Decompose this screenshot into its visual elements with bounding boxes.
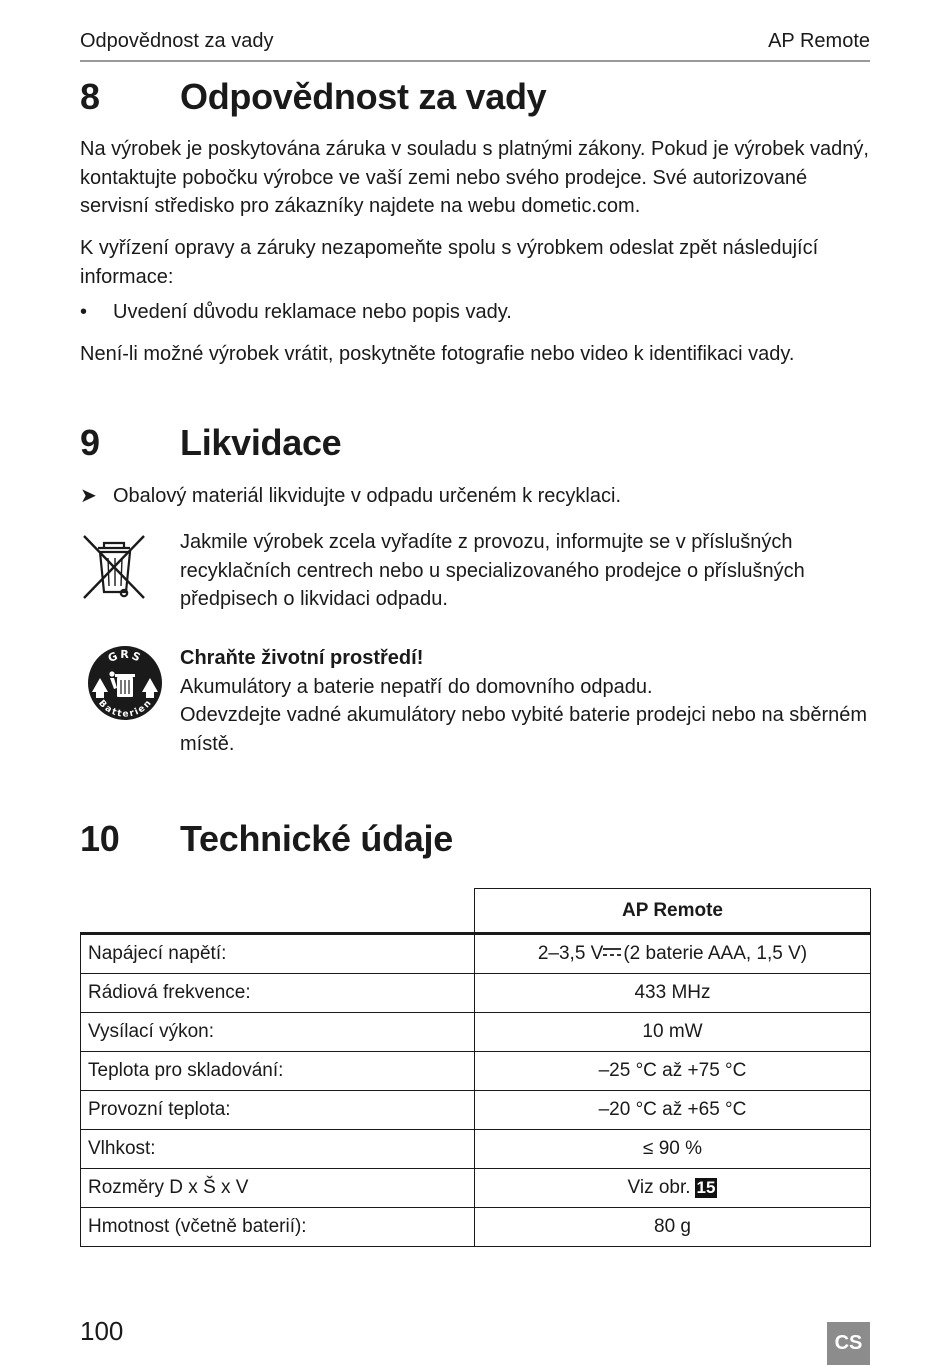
table-row <box>81 1130 871 1169</box>
section-title: Likvidace <box>180 422 342 463</box>
table-cell-value: 433 MHz <box>475 974 871 1013</box>
table-row <box>81 974 871 1013</box>
table-cell-label: Vlhkost: <box>81 1130 475 1169</box>
direct-current-icon <box>603 947 621 957</box>
table-cell-label: Vysílací výkon: <box>81 1013 475 1052</box>
table-row <box>81 1091 871 1130</box>
return-info-paragraph: K vyřízení opravy a záruky nezapomeňte spolu s výrobkem odeslat zpět následující informace: <box>80 237 819 288</box>
table-header-empty <box>81 889 475 934</box>
table-row <box>81 1169 871 1208</box>
table-cell-value: ≤ 90 % <box>475 1130 871 1169</box>
table-cell-label: Rádiová frekvence: <box>81 974 475 1013</box>
environment-notice <box>180 644 870 758</box>
bullet-text: Uvedení důvodu reklamace nebo popis vady. <box>113 301 512 323</box>
arrow-marker: ➤ <box>80 485 97 507</box>
section-9-heading <box>80 422 870 466</box>
table-header-product: AP Remote <box>475 889 871 934</box>
figure-reference: Viz obr. <box>627 1177 691 1198</box>
technical-data-table <box>80 888 871 1247</box>
table-cell-value: 10 mW <box>475 1013 871 1052</box>
section-number: 9 <box>80 422 100 463</box>
table-row <box>81 1208 871 1247</box>
photo-video-paragraph: Není-li možné výrobek vrátit, poskytněte fotografie nebo video k identifikaci vady. <box>80 343 795 365</box>
bullet-marker: • <box>80 301 88 323</box>
table-cell-value: –25 °C až +75 °C <box>475 1052 871 1091</box>
table-cell-label: Hmotnost (včetně baterií): <box>81 1208 475 1247</box>
table-row <box>81 934 871 974</box>
grs-logo-top-text: GRS <box>105 647 145 666</box>
table-cell-label: Teplota pro skladování: <box>81 1052 475 1091</box>
battery-spec: (2 baterie AAA, 1,5 V) <box>623 943 808 964</box>
header-chapter: Odpovědnost za vady <box>80 30 274 52</box>
crossed-out-wheelie-bin-icon <box>78 530 150 604</box>
environment-notice-line: Odevzdejte vadné akumulátory nebo vybité baterie prodejci nebo na sběrném místě. <box>180 704 868 755</box>
voltage-value: 2–3,5 V <box>537 943 604 964</box>
language-tab: CS <box>827 1322 870 1365</box>
table-cell-label: Rozměry D x Š x V <box>81 1169 475 1208</box>
table-cell-value: 80 g <box>475 1208 871 1247</box>
running-header <box>80 30 870 62</box>
environment-notice-line: Akumulátory a baterie nepatří do domovního odpadu. <box>180 675 653 698</box>
table-header-row <box>81 889 871 934</box>
section-number: 10 <box>80 818 120 859</box>
table-cell-label: Napájecí napětí: <box>81 934 475 974</box>
header-product: AP Remote <box>768 30 870 52</box>
table-row <box>81 1052 871 1091</box>
table-row <box>81 1013 871 1052</box>
page-number: 100 <box>80 1316 124 1346</box>
warranty-paragraph: Na výrobek je poskytována záruka v souladu s platnými zákony. Pokud je výrobek vadný, kontaktujte pobočku výrobce ve vaší zemi nebo svého prodejce. Své autorizované servisní středisko pro zákazníky najdete na webu dometic.com. <box>80 138 869 217</box>
table-cell-value <box>475 934 871 974</box>
section-10-heading <box>80 818 870 862</box>
environment-notice-title: Chraňte životní prostředí! <box>180 647 424 669</box>
weee-disposal-text: Jakmile výrobek zcela vyřadíte z provozu, informujte se v příslušných recyklačních centrech nebo u specializovaného prodejce o příslušných předpisech o likvidaci odpadu. <box>180 531 805 610</box>
figure-number-badge: 15 <box>696 1178 716 1197</box>
grs-batterien-logo-icon <box>86 644 164 722</box>
step-text: Obalový materiál likvidujte v odpadu určeném k recyklaci. <box>113 485 621 507</box>
table-cell-value <box>475 1169 871 1208</box>
table-cell-value: –20 °C až +65 °C <box>475 1091 871 1130</box>
grs-logo-bottom-text: Batterien <box>96 698 154 720</box>
section-8-heading <box>80 76 870 120</box>
table-cell-label: Provozní teplota: <box>81 1091 475 1130</box>
section-number: 8 <box>80 76 100 117</box>
section-title: Odpovědnost za vady <box>180 76 547 117</box>
section-title: Technické údaje <box>180 818 453 859</box>
